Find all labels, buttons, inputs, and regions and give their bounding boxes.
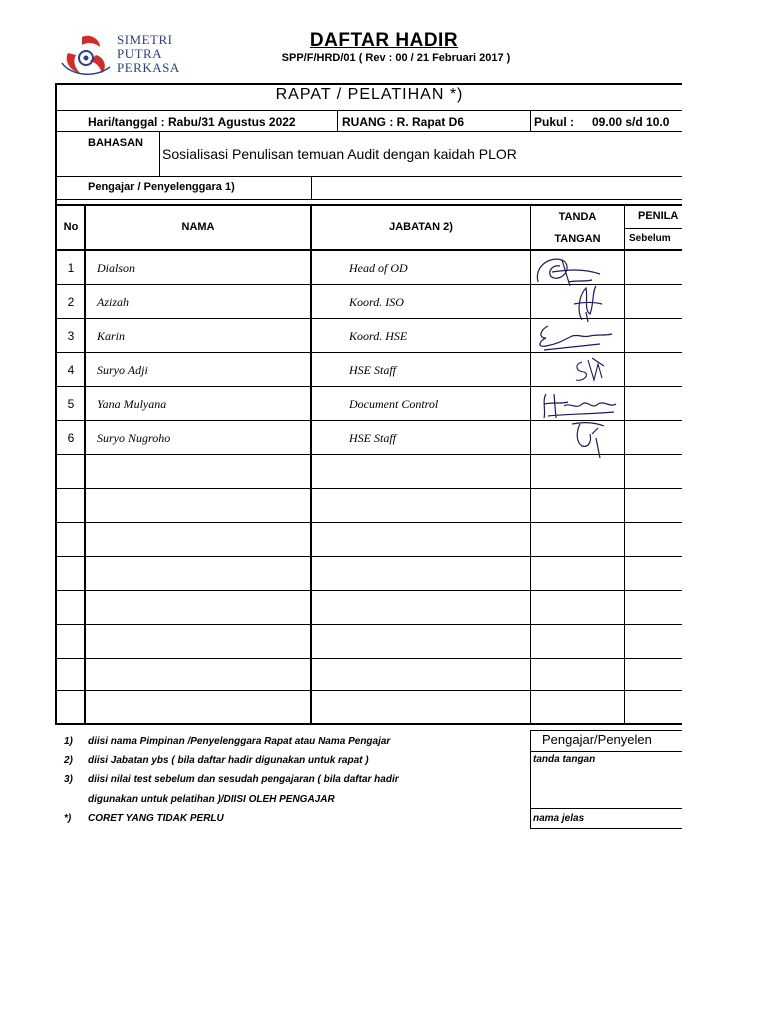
note-number: 2): [64, 755, 73, 766]
header-sign-line-1: TANDA: [558, 211, 597, 223]
attendee-name: Suryo Nugroho: [97, 431, 171, 445]
note-number: *): [64, 813, 72, 824]
note-text: digunakan untuk pelatihan )/DIISI OLEH PENGAJAR: [88, 794, 335, 805]
header-before: Sebelum: [629, 233, 671, 244]
date-field: Hari/tanggal : Rabu/31 Agustus 2022: [88, 115, 296, 129]
row-number: 1: [67, 261, 75, 275]
attendee-position: HSE Staff: [349, 363, 396, 377]
document-code: SPP/F/HRD/01 ( Rev : 00 / 21 Februari 2017 ): [281, 52, 511, 64]
attendee-position: HSE Staff: [349, 431, 396, 445]
row-number: 2: [67, 295, 75, 309]
header-no: No: [63, 221, 79, 233]
trainer-name-label: nama jelas: [533, 813, 585, 824]
row-number: 3: [67, 329, 75, 343]
note-text: diisi nilai test sebelum dan sesudah pengajaran ( bila daftar hadir: [88, 774, 399, 785]
attendee-position: Document Control: [349, 397, 439, 411]
logo-line-1: SIMETRI: [117, 32, 173, 47]
signature-image: [538, 388, 618, 422]
attendee-position: Head of OD: [349, 261, 408, 275]
attendee-position: Koord. ISO: [349, 295, 404, 309]
note-text: diisi nama Pimpinan /Penyelenggara Rapat atau Nama Pengajar: [88, 736, 391, 747]
attendee-name: Yana Mulyana: [97, 397, 167, 411]
note-text: diisi Jabatan ybs ( bila daftar hadir digunakan untuk rapat ): [88, 755, 369, 766]
row-number: 6: [67, 431, 75, 445]
room-field: RUANG : R. Rapat D6: [342, 115, 465, 129]
header-sign-line-2: TANGAN: [554, 233, 601, 245]
logo-line-2: PUTRA: [117, 46, 163, 61]
logo-line-3: PERKASA: [117, 60, 180, 75]
signature-image: [566, 418, 608, 460]
time-label: Pukul :: [534, 115, 575, 129]
header-position: JABATAN 2): [389, 221, 453, 233]
topic-label: BAHASAN: [88, 137, 143, 149]
meeting-type-label: RAPAT / PELATIHAN *): [275, 86, 464, 103]
topic-value: Sosialisasi Penulisan temuan Audit dengan kaidah PLOR: [162, 146, 517, 162]
attendee-name: Dialson: [97, 261, 136, 275]
attendee-position: Koord. HSE: [349, 329, 408, 343]
trainer-sign-label: tanda tangan: [533, 754, 596, 765]
attendee-name: Azizah: [97, 295, 130, 309]
note-number: 1): [64, 736, 73, 747]
note-number: 3): [64, 774, 73, 785]
signature-image: [570, 354, 606, 386]
attendee-name: Karin: [97, 329, 126, 343]
signature-image: [566, 282, 606, 324]
signature-image: [534, 320, 614, 354]
note-text: CORET YANG TIDAK PERLU: [88, 813, 224, 824]
attendee-name: Suryo Adji: [97, 363, 148, 377]
row-number: 5: [67, 397, 75, 411]
header-score: PENILA: [638, 210, 679, 222]
header-name: NAMA: [181, 221, 215, 233]
time-value: 09.00 s/d 10.0: [592, 115, 670, 129]
trainer-label: Pengajar / Penyelenggara 1): [88, 181, 235, 193]
document-title: DAFTAR HADIR: [309, 30, 459, 51]
trainer-box-title: Pengajar/Penyelen: [542, 732, 652, 747]
row-number: 4: [67, 363, 75, 377]
